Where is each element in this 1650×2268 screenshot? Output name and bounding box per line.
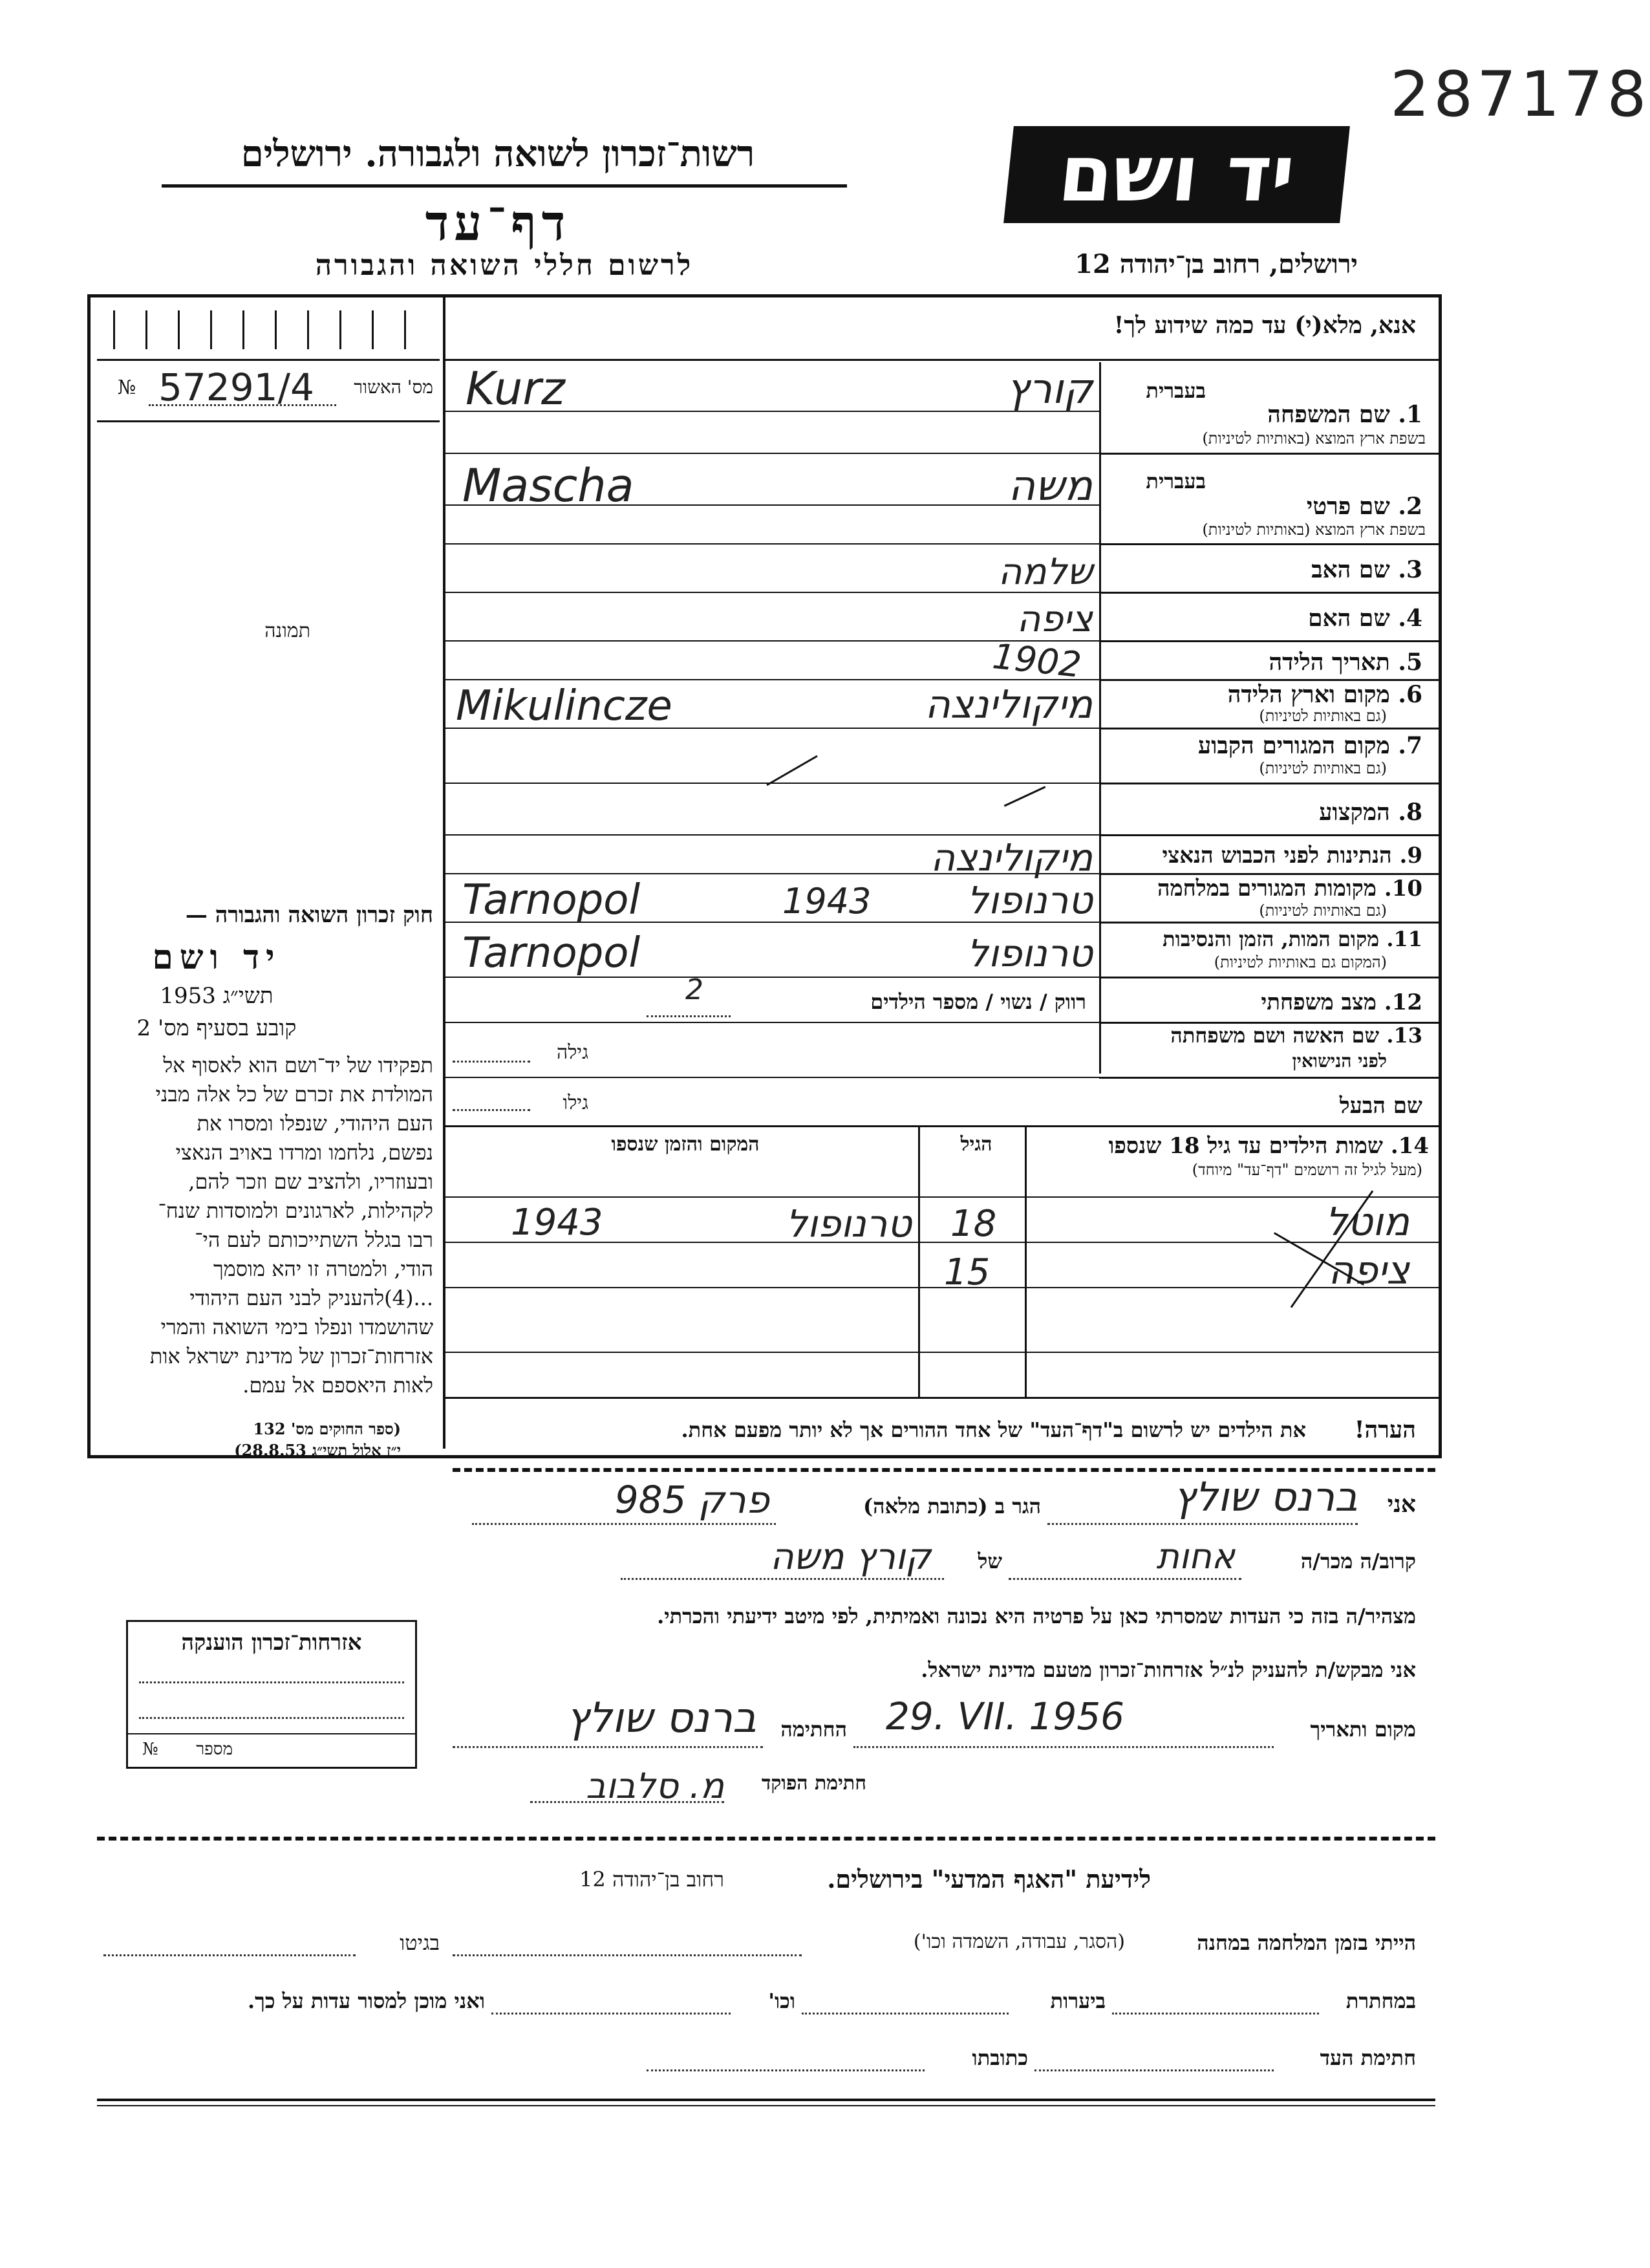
- bottom-line2-dots: [1112, 2013, 1319, 2014]
- field11-hebrew: טרנופול: [967, 931, 1093, 975]
- law-line1: חוק זכרון השואה והגבורה —: [185, 902, 433, 928]
- intro-rule: [443, 359, 1442, 361]
- field2-label: 2. שם פרטי: [1306, 493, 1422, 520]
- value-rule: [443, 453, 1099, 454]
- field11-label: 11. מקום המות, הזמן והנסיבות: [1162, 927, 1422, 951]
- logo-text: יד ושם: [1055, 129, 1300, 219]
- field13-label: 13. שם האשה ושם משפחתה: [1170, 1023, 1422, 1048]
- institution-underline: [162, 184, 847, 188]
- bottom-rule: [97, 2105, 1435, 2106]
- field12-children-line: [647, 1015, 731, 1017]
- law-body-line: לקהילות, לארגונים ולמוסדות שנח־: [158, 1198, 433, 1223]
- field12-options: רווק / נשוי / מספר הילדים: [870, 989, 1086, 1014]
- field11-latin: Tarnopol: [462, 929, 641, 977]
- value-rule: [443, 679, 1099, 680]
- wife-age-line: [453, 1061, 530, 1063]
- law-body-line: ...(4)להעניק לבני העם היהודי: [189, 1286, 433, 1310]
- of-value: קורץ משה: [770, 1536, 931, 1578]
- declarant-name-line: [1047, 1523, 1358, 1525]
- bottom-line3-dots: [1034, 2069, 1274, 2071]
- field6-latin: Mikulincze: [456, 682, 672, 730]
- declare-text: מצהיר/ה בזה כי העדות שמסרתי כאן על פרטיה היא נכונה ואמיתית, לפי מיטב ידיעתי והכרתי.: [657, 1604, 1416, 1628]
- children-col-divider: [918, 1125, 920, 1397]
- declarant-signature: ברנס שולץ: [566, 1694, 756, 1742]
- law-line3: תשי״ג 1953: [160, 983, 273, 1009]
- children-sub: (מעל לגיל זה רושמים "דף־עד" מיוחד): [1192, 1161, 1422, 1179]
- law-body: [97, 1051, 433, 1400]
- approval-tick-marks: [113, 310, 430, 349]
- field5-value: 1902: [991, 635, 1084, 686]
- row-rule: [1099, 873, 1442, 875]
- label-column-divider: [1099, 362, 1101, 1074]
- section-separator: [97, 1837, 1435, 1841]
- husband-age-line: [453, 1109, 530, 1111]
- field10-hebrew: טרנופול: [967, 878, 1093, 922]
- citizenship-title: אזרחות־זכרון הוענקה: [181, 1630, 362, 1656]
- bottom-line2-d: ואני מוכן למסור עדות על כך.: [247, 1989, 485, 2013]
- declarant-resides-label: הגר ב (כתובת מלאה): [863, 1494, 1041, 1518]
- children-row-rule: [443, 1196, 1442, 1198]
- bottom-rule: [97, 2099, 1435, 2101]
- field12-children: 2: [685, 973, 703, 1006]
- law-body-line: לאות היאספם אל עמם.: [242, 1373, 433, 1398]
- field9-label: 9. הנתינות לפני הכבוש הנאצי: [1162, 843, 1422, 869]
- hebrew-tag: בעברית: [1146, 378, 1206, 403]
- bottom-title: לידיעת "האגף המדעי" בירושלים.: [827, 1864, 1151, 1894]
- field7-label: 7. מקום המגורים הקבוע: [1197, 732, 1422, 759]
- bottom-line2-dots: [802, 2013, 1009, 2014]
- law-line2: יד ושם: [152, 938, 281, 977]
- bottom-line3-dots: [647, 2069, 925, 2071]
- field5-label: 5. תאריך הלידה: [1269, 649, 1422, 676]
- child-year: 1943: [511, 1202, 603, 1244]
- hebrew-tag: בעברית: [1146, 469, 1206, 493]
- bottom-line1-dots: [453, 1954, 802, 1956]
- field3-value: שלמה: [998, 551, 1093, 593]
- age-header: הגיל: [960, 1133, 992, 1156]
- field2-latin: Mascha: [462, 459, 634, 512]
- field9-value: מיקולינצה: [930, 836, 1093, 880]
- declarant-date: 29. VII. 1956: [886, 1694, 1125, 1738]
- bottom-line3-a: חתימת העד: [1320, 2046, 1416, 2070]
- signature-line: [453, 1746, 763, 1748]
- place-header: המקום והזמן שנספו: [611, 1133, 760, 1156]
- citizenship-line: [139, 1681, 404, 1683]
- row-rule: [1099, 728, 1442, 729]
- wife-age-label: גילה: [556, 1041, 588, 1064]
- yad-vashem-logo: [1003, 126, 1350, 223]
- field1-sub: בשפת ארץ המוצא (באותיות לטיניות): [1202, 429, 1426, 448]
- field2-sub: בשפת ארץ המוצא (באותיות לטיניות): [1202, 521, 1426, 539]
- bottom-line1-a: הייתי בזמן המלחמה במחנה: [1197, 1930, 1416, 1955]
- field6-label: 6. מקום וארץ הלידה: [1227, 681, 1422, 708]
- row-rule: [1099, 783, 1442, 784]
- declarant-address: פרק 985: [614, 1478, 769, 1522]
- official-signature: מ. סלבוב: [586, 1766, 724, 1806]
- child-place: טרנופול: [786, 1202, 912, 1246]
- law-body-line: המולדת את זכרם של כל אלה מבני: [155, 1082, 433, 1107]
- husband-label: שם הבעל: [1339, 1093, 1422, 1119]
- law-body-line: העם היהודי, שנפלו ומסרו את: [197, 1111, 433, 1136]
- row-rule: [1099, 640, 1442, 642]
- field4-label: 4. שם האם: [1308, 605, 1422, 632]
- approval-label: מס' האשור: [354, 376, 433, 398]
- field2-hebrew: משה: [1008, 462, 1093, 510]
- signature-label: החתימה: [780, 1717, 847, 1742]
- field10-label: 10. מקומות המגורים במלחמה: [1157, 876, 1422, 902]
- row-rule: [1099, 543, 1442, 545]
- row-rule: [1099, 1077, 1442, 1079]
- corner-number: 287178: [1390, 58, 1650, 131]
- section-separator: [453, 1468, 1435, 1472]
- row-rule: [1099, 453, 1442, 455]
- bottom-line1-dots: [103, 1954, 356, 1956]
- place-date-label: מקום ותאריך: [1310, 1717, 1416, 1742]
- form-title: דף־עד: [425, 194, 571, 252]
- citizenship-num-sign: №: [142, 1740, 158, 1759]
- bottom-line1-c: בגיטו: [400, 1930, 440, 1955]
- intro-text: אנא, מלא(י) עד כמה שידוע לך!: [1113, 312, 1416, 339]
- field13-sub: לפני הנישואין: [1292, 1050, 1387, 1072]
- law-body-line: אזרחות־זכרון של מדינת ישראל אות: [149, 1344, 433, 1368]
- relation-line: [1009, 1578, 1241, 1580]
- approval-top-rule: [97, 359, 440, 361]
- citizenship-line: [139, 1717, 404, 1719]
- field4-value: ציפה: [1016, 598, 1093, 640]
- photo-label: תמונה: [264, 620, 310, 642]
- law-body-line: תפקידו של יד־ושם הוא לאסוף אל: [163, 1053, 433, 1077]
- child-age: 15: [944, 1251, 991, 1293]
- date-line: [853, 1746, 1274, 1748]
- bottom-address: רחוב בן־יהודה 12: [579, 1867, 724, 1892]
- field6-hebrew: מיקולינצה: [925, 682, 1093, 728]
- institution-name: רשות־זכרון לשואה ולגבורה. ירושלים: [241, 133, 755, 175]
- approval-num-sign: №: [118, 376, 136, 399]
- declarant-name: ברנס שולץ: [1173, 1473, 1358, 1520]
- children-row-rule: [443, 1352, 1442, 1353]
- children-top-rule: [443, 1125, 1442, 1127]
- law-body-line: שהושמדו ונפלו בימי השואה והמרי: [160, 1315, 433, 1339]
- field12-label: 12. מצב משפחתי: [1261, 989, 1422, 1015]
- request-text: אני מבקש/ת להעניק לנ״ל אזרחות־זכרון מטעם מדינת ישראל.: [921, 1658, 1416, 1682]
- law-body-line: ובעוזריו, ולהציב שם וזכר להם,: [188, 1169, 433, 1194]
- law-line4: קובע בסעיף מס' 2: [136, 1015, 297, 1041]
- child-name: ציפה: [1328, 1248, 1409, 1293]
- law-body-line: רבו בגלל השתייכותם לעם הי־: [195, 1227, 433, 1252]
- form-subtitle: לרשום חללי השואה והגבורה: [315, 249, 694, 282]
- value-rule: [443, 1077, 1099, 1078]
- value-rule: [443, 1022, 1099, 1023]
- official-label: חתימת הפוקד: [761, 1772, 866, 1795]
- field10-year: 1943: [782, 881, 872, 922]
- row-rule: [1099, 592, 1442, 594]
- law-source1: (ספר החוקים מס' 132: [253, 1420, 401, 1438]
- field1-latin: Kurz: [466, 362, 565, 415]
- relation-value: אחות: [1156, 1536, 1235, 1577]
- law-body-line: הודי, ולמטרה זו יהא מוסמך: [213, 1257, 433, 1281]
- field8-label: 8. המקצוע: [1319, 799, 1422, 826]
- bottom-line2-dots: [491, 2013, 731, 2014]
- children-label: 14. שמות הילדים עד גיל 18 שנספו: [1108, 1133, 1429, 1159]
- husband-age-label: גילו: [562, 1092, 588, 1114]
- field1-hebrew: קורץ: [1006, 365, 1093, 413]
- field7-sub: (גם באותיות לטיניות): [1259, 759, 1387, 777]
- law-body-line: נפשם, נלחמו ומרדו באויב הנאצי: [175, 1140, 433, 1165]
- field10-latin: Tarnopol: [462, 876, 641, 924]
- approval-number: 57291/4: [158, 365, 314, 409]
- field10-sub: (גם באותיות לטיניות): [1259, 902, 1387, 920]
- note-label: הערה!: [1354, 1416, 1416, 1443]
- approval-line: [149, 404, 336, 406]
- child-name: מוטל: [1325, 1200, 1409, 1245]
- header-address: ירושלים, רחוב בן־יהודה 12: [1075, 249, 1358, 279]
- note-text: את הילדים יש לרשום ב"דף־העד" של אחד ההורים אך לא יותר מפעם אחת.: [681, 1418, 1306, 1442]
- bottom-line3-b: כתובתו: [972, 2046, 1028, 2070]
- bottom-line2-c: וכו': [768, 1989, 795, 2013]
- children-bottom-rule: [443, 1397, 1442, 1399]
- field3-label: 3. שם האב: [1311, 556, 1422, 583]
- bottom-line2-a: במחתרת: [1345, 1989, 1416, 2013]
- relation-label: קרוב/ה מכר/ה: [1300, 1549, 1416, 1573]
- approval-bottom-rule: [97, 420, 440, 422]
- row-rule: [1099, 834, 1442, 836]
- row-rule: [1099, 977, 1442, 978]
- field11-sub: (המקום גם באותיות לטיניות): [1214, 953, 1387, 971]
- row-rule: [1099, 922, 1442, 923]
- citizenship-rule: [128, 1733, 415, 1734]
- of-line: [621, 1578, 944, 1580]
- bottom-line1-b: (הסגר, עבודה, השמדה וכו'): [913, 1930, 1125, 1953]
- field1-label: 1. שם המשפחה: [1267, 401, 1422, 428]
- field6-sub: (גם באותיות לטיניות): [1259, 707, 1387, 725]
- of-label: של: [978, 1549, 1002, 1573]
- bottom-line2-b: ביערות: [1050, 1989, 1106, 2013]
- declarant-ani: אני: [1387, 1491, 1416, 1518]
- child-age: 18: [950, 1203, 997, 1245]
- declarant-address-line: [472, 1523, 776, 1525]
- citizenship-number-label: מספר: [196, 1740, 233, 1759]
- law-source2: י״ז אלול תשי״ג 28.8.53): [234, 1441, 401, 1460]
- children-col-divider: [1025, 1125, 1027, 1397]
- value-rule: [443, 543, 1099, 545]
